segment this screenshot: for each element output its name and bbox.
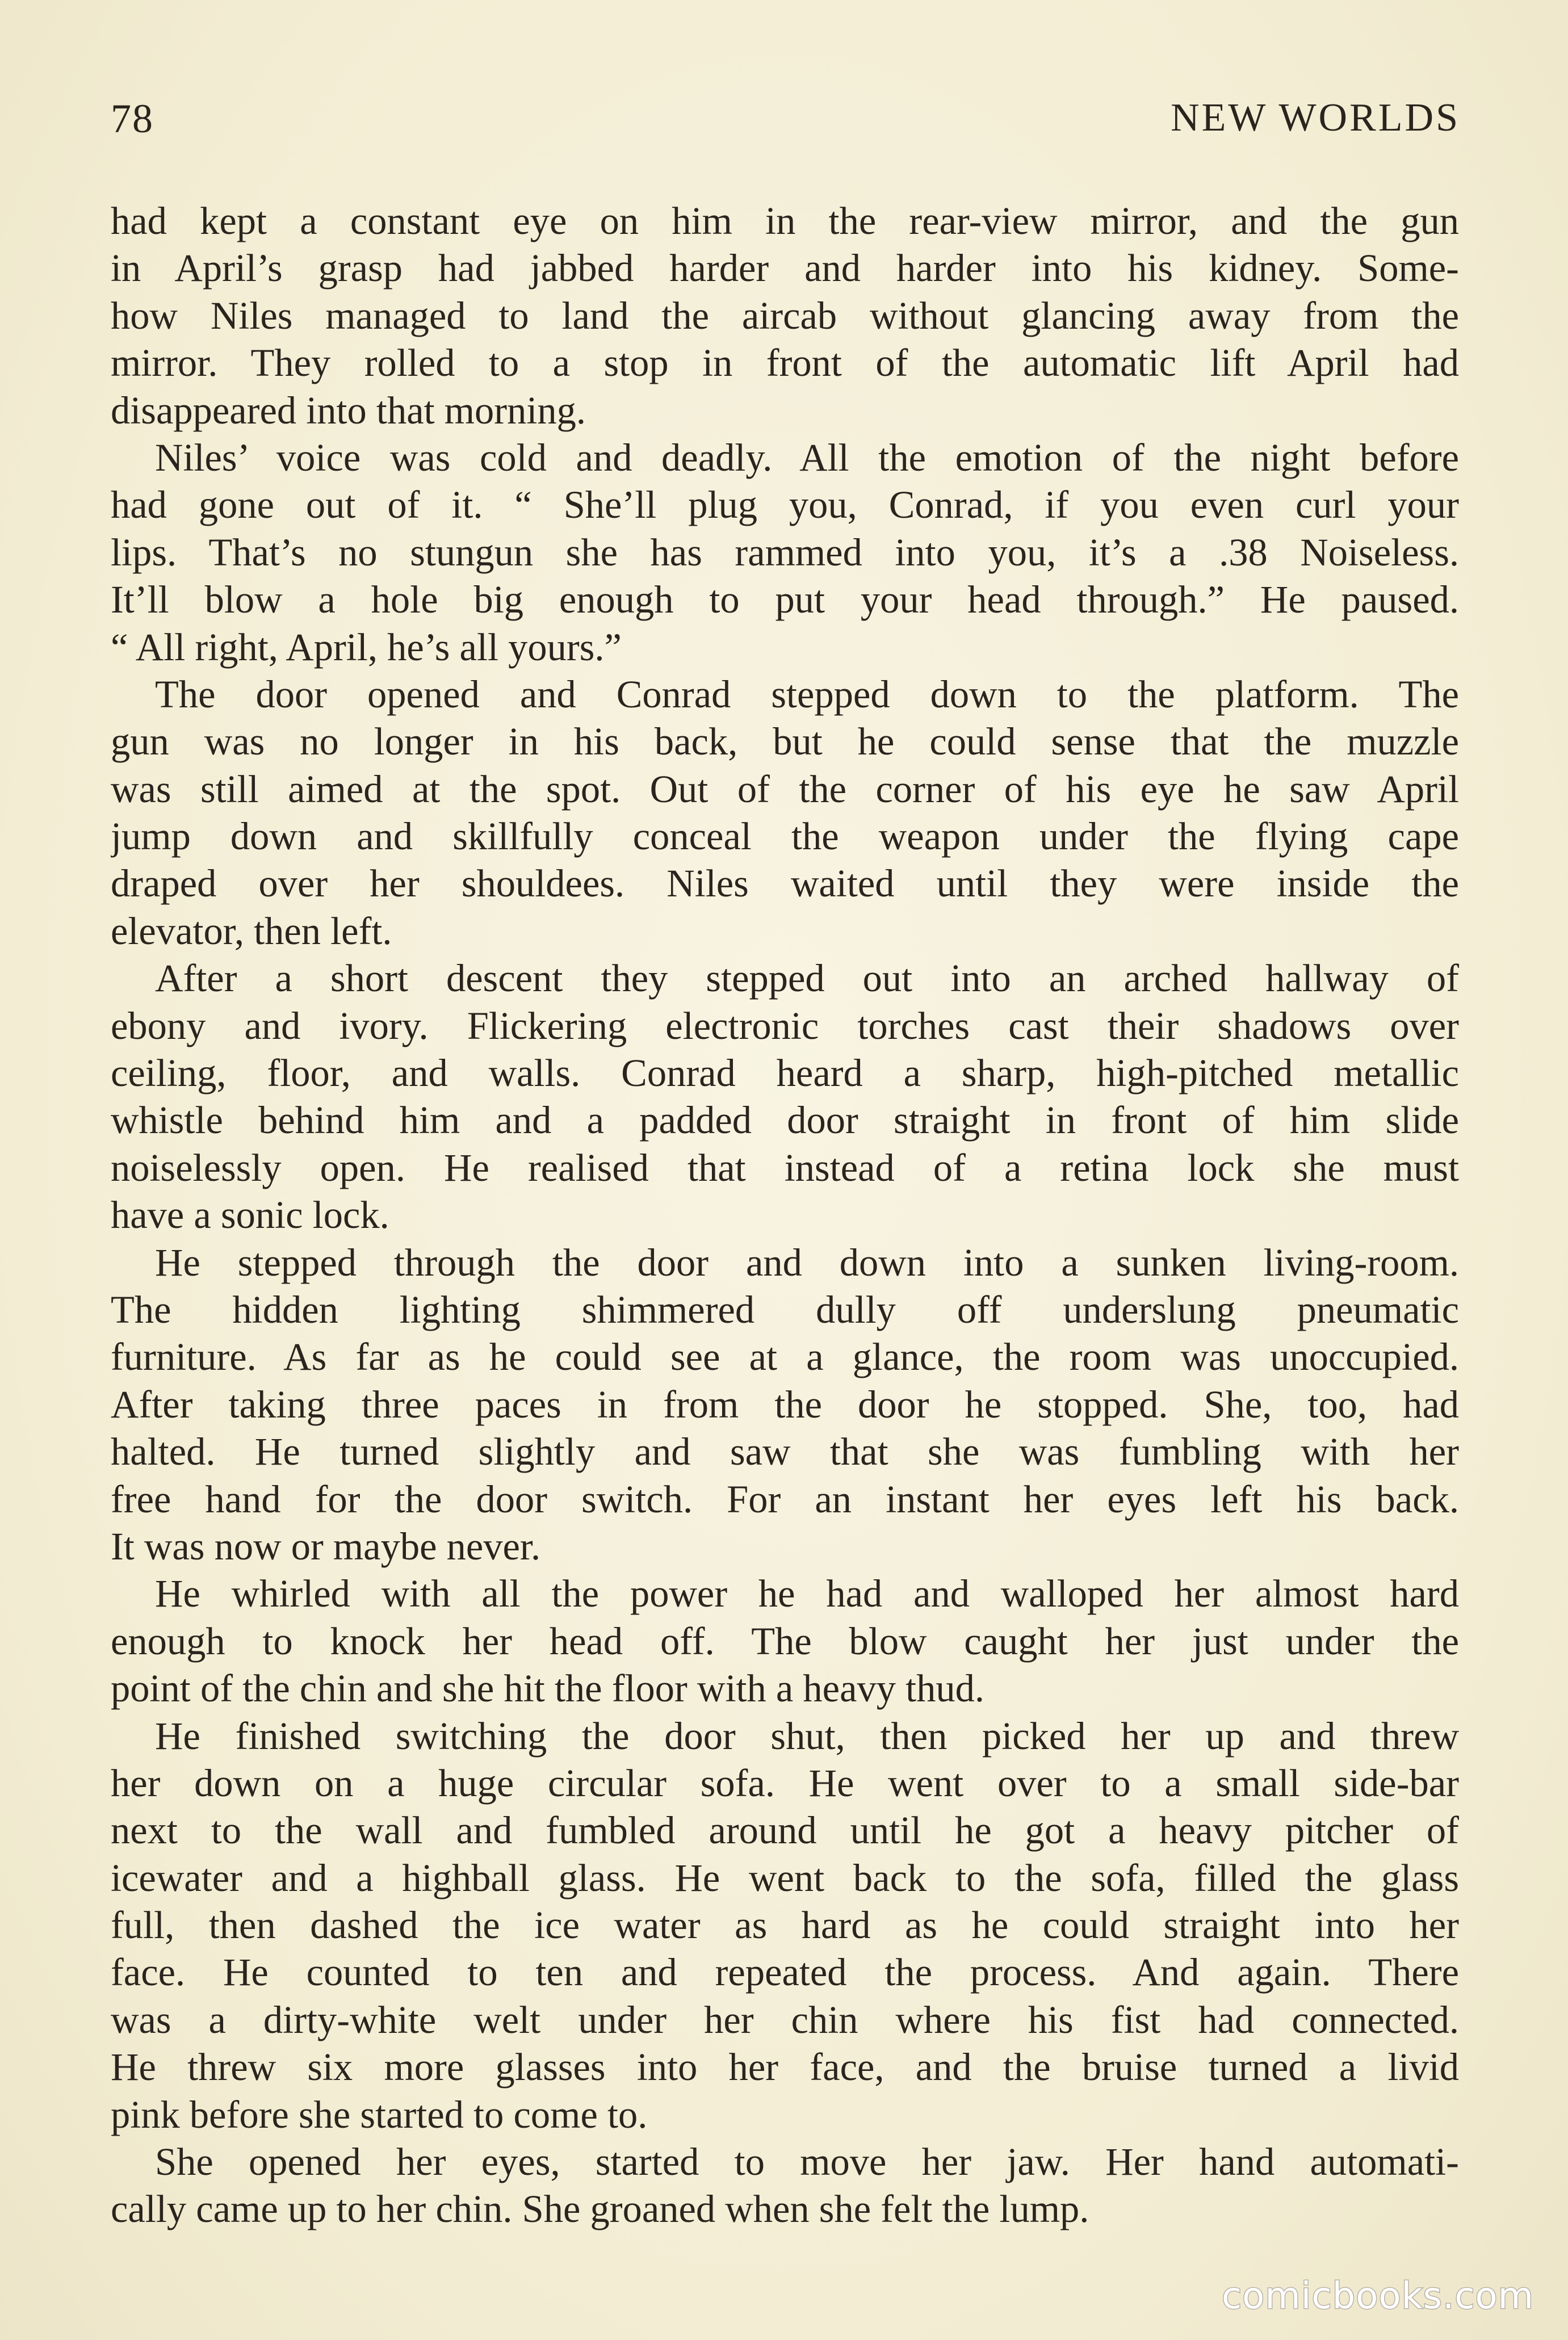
text-line: Niles’ voice was cold and deadly. All the emotion of the night before: [155, 435, 1459, 479]
text-line: had kept a constant eye on him in the rear-view mirror, and the gun: [111, 199, 1459, 242]
text-line: was a dirty-white welt under her chin where his fist had connected.: [111, 1998, 1459, 2041]
text-line: in April’s grasp had jabbed harder and harder into his kidney. Some-: [111, 246, 1459, 290]
paragraph: [111, 955, 1459, 1239]
text-line: free hand for the door switch. For an instant her eyes left his back.: [111, 1477, 1459, 1521]
paragraph: [111, 1713, 1459, 2139]
page-number: 78: [111, 96, 154, 141]
text-line: lips. That’s no stungun she has rammed into you, it’s a .38 Noiseless.: [111, 530, 1459, 574]
text-line: gun was no longer in his back, but he could sense that the muzzle: [111, 720, 1459, 764]
text-line: draped over her shouldees. Niles waited until they were inside the: [111, 862, 1459, 905]
page-header: [111, 95, 1460, 158]
body-text: [111, 198, 1459, 2233]
text-line: halted. He turned slightly and saw that she was fumbling with her: [111, 1430, 1459, 1474]
text-line: was still aimed at the spot. Out of the corner of his eye he saw April: [111, 767, 1459, 811]
text-line: disappeared into that morning.: [111, 388, 586, 432]
text-line: her down on a huge circular sofa. He went over to a small side-bar: [111, 1761, 1459, 1805]
text-line: ebony and ivory. Flickering electronic torches cast their shadows over: [111, 1004, 1459, 1047]
text-line: had gone out of it. “ She’ll plug you, Conrad, if you even curl your: [111, 483, 1459, 527]
text-line: The hidden lighting shimmered dully off underslung pneumatic: [111, 1288, 1459, 1331]
text-line: mirror. They rolled to a stop in front of the automatic lift April had: [111, 341, 1459, 385]
text-line: It’ll blow a hole big enough to put your head through.” He paused.: [111, 578, 1459, 622]
text-line: next to the wall and fumbled around until he got a heavy pitcher of: [111, 1809, 1459, 1852]
text-line: pink before she started to come to.: [111, 2092, 648, 2136]
paragraph: [111, 671, 1459, 955]
text-line: face. He counted to ten and repeated the process. And again. There: [111, 1951, 1459, 1994]
text-line: how Niles managed to land the aircab without glancing away from the: [111, 293, 1459, 337]
text-line: icewater and a highball glass. He went back to the sofa, filled the glass: [111, 1856, 1459, 1899]
text-line: furniture. As far as he could see at a glance, the room was unoccupied.: [111, 1335, 1459, 1379]
text-line: have a sonic lock.: [111, 1193, 389, 1237]
text-line: full, then dashed the ice water as hard as he could straight into her: [111, 1903, 1459, 1947]
text-line: ceiling, floor, and walls. Conrad heard a sharp, high-pitched metallic: [111, 1051, 1459, 1095]
text-line: elevator, then left.: [111, 909, 392, 953]
paragraph: [111, 2138, 1459, 2233]
text-line: She opened her eyes, started to move her jaw. Her hand automati-: [155, 2140, 1459, 2184]
text-line: He whirled with all the power he had and walloped her almost hard: [155, 1572, 1459, 1616]
text-line: The door opened and Conrad stepped down to the platform. The: [155, 672, 1459, 716]
paragraph: [111, 434, 1459, 671]
text-line: cally came up to her chin. She groaned when she felt the lump.: [111, 2187, 1089, 2231]
text-line: “ All right, April, he’s all yours.”: [111, 625, 622, 669]
text-line: He threw six more glasses into her face, and the bruise turned a livid: [111, 2045, 1459, 2089]
paragraph: [111, 1570, 1459, 1712]
paragraph: [111, 198, 1459, 434]
text-line: He stepped through the door and down into a sunken living-room.: [155, 1240, 1459, 1284]
paragraph: [111, 1239, 1459, 1571]
text-line: enough to knock her head off. The blow caught her just under the: [111, 1619, 1459, 1663]
running-title: NEW WORLDS: [1171, 96, 1460, 140]
watermark: comicbooks.com: [1221, 2275, 1534, 2317]
text-line: After a short descent they stepped out into an arched hallway of: [155, 957, 1459, 1000]
text-line: He finished switching the door shut, then picked her up and threw: [155, 1714, 1459, 1758]
text-line: jump down and skillfully conceal the weapon under the flying cape: [111, 815, 1459, 858]
text-line: point of the chin and she hit the floor with a heavy thud.: [111, 1667, 985, 1710]
text-line: After taking three paces in from the door he stopped. She, too, had: [111, 1382, 1459, 1426]
text-line: whistle behind him and a padded door straight in front of him slide: [111, 1098, 1459, 1142]
text-line: noiselessly open. He realised that instead of a retina lock she must: [111, 1146, 1459, 1189]
text-line: It was now or maybe never.: [111, 1524, 541, 1568]
